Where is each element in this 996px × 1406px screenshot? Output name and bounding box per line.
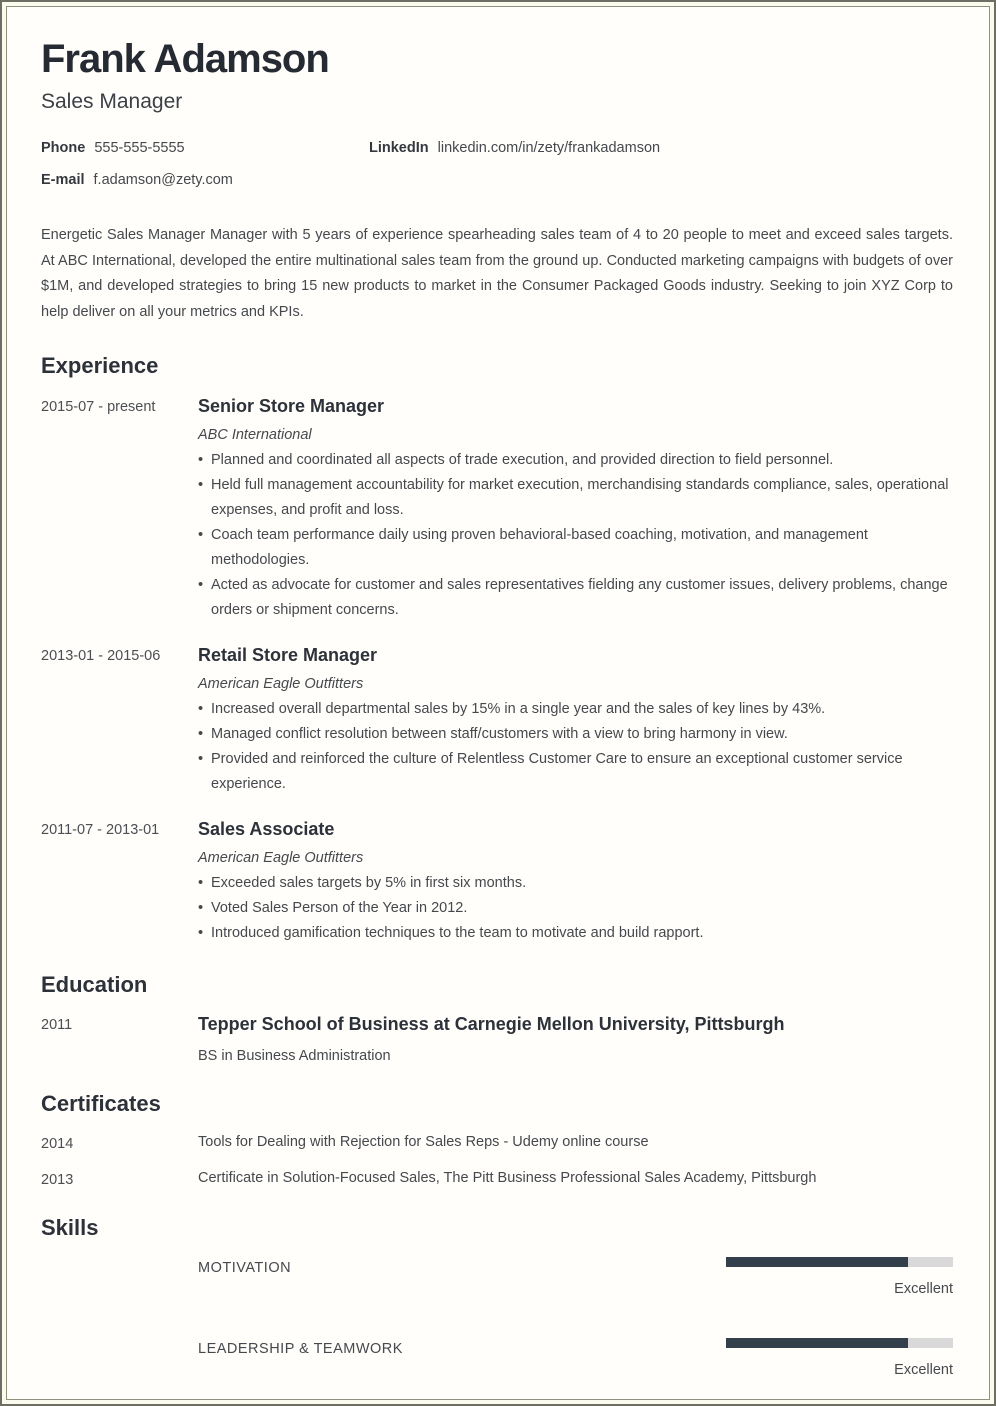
entry-bullet: • Coach team performance daily using proven behavioral-based coaching, motivation, and management methodologies. bbox=[198, 523, 953, 573]
entry-bullet: • Introduced gamification techniques to the team to motivate and build rapport. bbox=[198, 921, 953, 946]
entry-company: American Eagle Outfitters bbox=[198, 850, 364, 866]
phone-label: Phone bbox=[41, 140, 86, 156]
certificate-text: Tools for Dealing with Rejection for Sales Reps - Udemy online course bbox=[198, 1134, 649, 1150]
entry-bullet: • Provided and reinforced the culture of Relentless Customer Care to ensure an exceptional customer service experience. bbox=[198, 747, 953, 797]
email-value: f.adamson@zety.com bbox=[93, 172, 233, 188]
section-heading-skills: Skills bbox=[41, 1215, 99, 1240]
entry-bullet: • Exceeded sales targets by 5% in first six months. bbox=[198, 871, 953, 896]
entry-company: ABC International bbox=[198, 427, 312, 443]
entry-bullet-list bbox=[198, 448, 953, 623]
section-heading-experience: Experience bbox=[41, 353, 159, 378]
summary-text: Energetic Sales Manager Manager with 5 years of experience spearheading sales team of 4 to 20 people to meet and exceed sales targets. At ABC International, developed the entire multinational sales team from the ground up. Conducted marketing campaigns with budgets of over $1M, and developed strategies to bring 15 new products to market in the Consumer Packaged Goods industry. Seeking to join XYZ Corp to help deliver on all your metrics and KPIs. bbox=[41, 227, 953, 320]
skill-progress-bar bbox=[726, 1338, 953, 1348]
entry-dates: 2013-01 - 2015-06 bbox=[41, 648, 161, 664]
entry-bullet: • Acted as advocate for customer and sales representatives fielding any customer issues, delivery problems, change orders or shipment concerns. bbox=[198, 573, 953, 623]
education-dates: 2011 bbox=[41, 1017, 73, 1033]
skill-level-label: Excellent bbox=[894, 1281, 953, 1297]
certificate-year: 2013 bbox=[41, 1172, 74, 1188]
entry-bullet: • Planned and coordinated all aspects of trade execution, and provided direction to field personnel. bbox=[198, 448, 953, 473]
certificate-row bbox=[41, 1132, 953, 1153]
linkedin-label: LinkedIn bbox=[369, 140, 429, 156]
certificate-row bbox=[41, 1168, 953, 1189]
entry-title: Senior Store Manager bbox=[198, 396, 385, 416]
contact-phone bbox=[41, 139, 369, 157]
email-label: E-mail bbox=[41, 172, 85, 188]
certificate-text: Certificate in Solution-Focused Sales, The Pitt Business Professional Sales Academy, Pittsburgh bbox=[198, 1170, 817, 1186]
skill-meter bbox=[726, 1338, 953, 1379]
education-title: Tepper School of Business at Carnegie Mellon University, Pittsburgh bbox=[198, 1014, 785, 1034]
entry-bullet-list bbox=[198, 871, 953, 946]
resume-page bbox=[6, 6, 990, 1400]
candidate-name: Frank Adamson bbox=[41, 37, 329, 81]
entry-company: American Eagle Outfitters bbox=[198, 676, 364, 692]
certificate-year: 2014 bbox=[41, 1136, 74, 1152]
entry-bullet-list bbox=[198, 697, 953, 797]
education-degree: BS in Business Administration bbox=[198, 1048, 391, 1064]
skill-meter bbox=[726, 1257, 953, 1298]
experience-entry bbox=[41, 644, 953, 797]
entry-title: Retail Store Manager bbox=[198, 645, 378, 665]
candidate-title: Sales Manager bbox=[41, 90, 183, 113]
entry-bullet: • Increased overall departmental sales by 15% in a single year and the sales of key lines by 43%. bbox=[198, 697, 953, 722]
entry-dates: 2011-07 - 2013-01 bbox=[41, 822, 160, 838]
education-entry bbox=[41, 1013, 953, 1065]
skill-level-label: Excellent bbox=[894, 1362, 953, 1378]
skill-row bbox=[41, 1257, 953, 1298]
experience-entry bbox=[41, 818, 953, 946]
entry-title: Sales Associate bbox=[198, 819, 335, 839]
contact-linkedin bbox=[369, 139, 953, 157]
linkedin-value: linkedin.com/in/zety/frankadamson bbox=[437, 140, 661, 156]
skill-progress-bar bbox=[726, 1257, 953, 1267]
skill-progress-fill bbox=[726, 1257, 908, 1267]
entry-bullet: • Held full management accountability for market execution, merchandising standards compliance, sales, operational expenses, and profit and loss. bbox=[198, 473, 953, 523]
section-heading-education: Education bbox=[41, 972, 148, 997]
entry-bullet: • Managed conflict resolution between staff/customers with a view to bring harmony in view. bbox=[198, 722, 953, 747]
skill-row bbox=[41, 1338, 953, 1379]
entry-bullet: • Voted Sales Person of the Year in 2012. bbox=[198, 896, 953, 921]
section-heading-certificates: Certificates bbox=[41, 1091, 161, 1116]
skill-progress-fill bbox=[726, 1338, 908, 1348]
entry-dates: 2015-07 - present bbox=[41, 399, 156, 415]
contact-section bbox=[41, 139, 953, 189]
experience-entry bbox=[41, 395, 953, 623]
phone-value: 555-555-5555 bbox=[94, 140, 185, 156]
contact-email bbox=[41, 171, 369, 189]
skill-label: MOTIVATION bbox=[198, 1260, 292, 1276]
skill-label: LEADERSHIP & TEAMWORK bbox=[198, 1341, 403, 1357]
